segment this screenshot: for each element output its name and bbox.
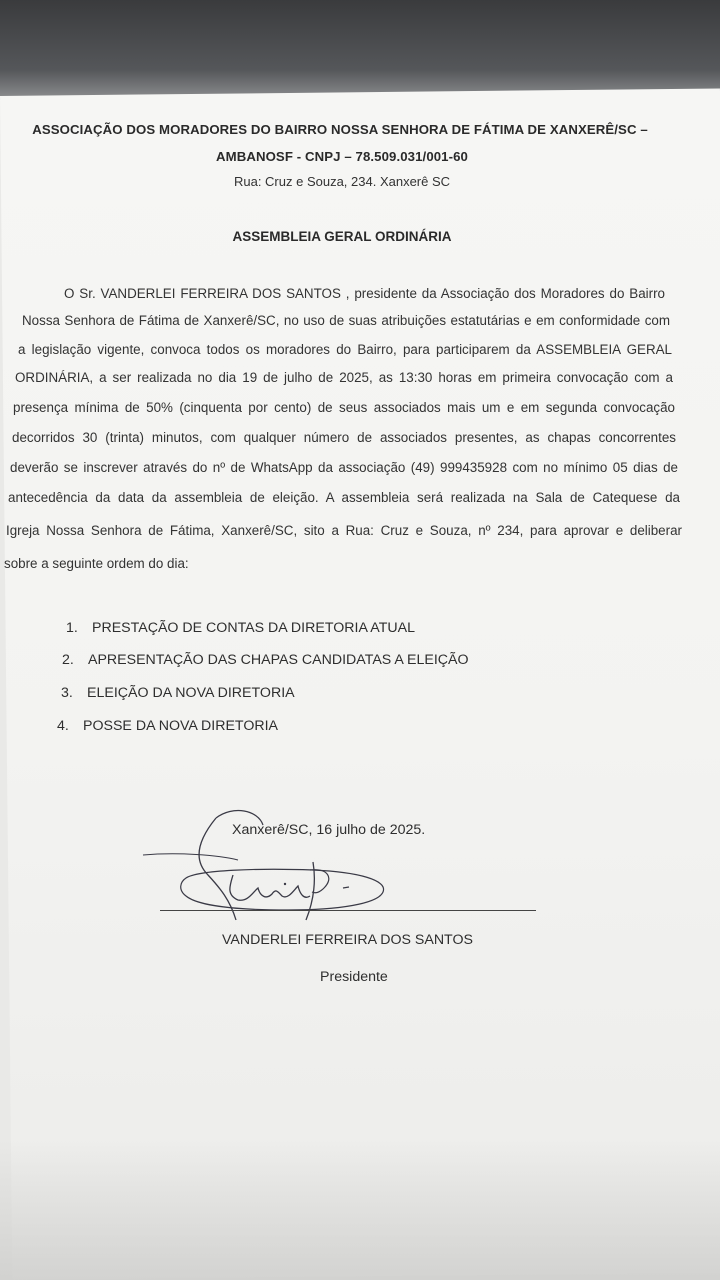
body-line: O Sr. VANDERLEI FERREIRA DOS SANTOS , presidente da Associação dos Moradores do Bairro (64, 286, 665, 301)
agenda-item: 1. PRESTAÇÃO DE CONTAS DA DIRETORIA ATUAL (66, 620, 415, 636)
signer-role: Presidente (320, 969, 388, 985)
body-line: antecedência da data da assembleia de eleição. A assembleia será realizada na Sala de Catequese da (8, 490, 680, 505)
body-line: presença mínima de 50% (cinquenta por cento) de seus associados mais um e em segunda convocação (13, 400, 675, 415)
place-and-date: Xanxerê/SC, 16 julho de 2025. (232, 822, 426, 838)
association-name: ASSOCIAÇÃO DOS MORADORES DO BAIRRO NOSSA SENHORA DE FÁTIMA DE XANXERÊ/SC – (32, 122, 648, 137)
document-title: ASSEMBLEIA GERAL ORDINÁRIA (232, 229, 452, 244)
agenda-item: 4. POSSE DA NOVA DIRETORIA (57, 718, 278, 734)
signature-line (160, 910, 536, 911)
signer-name: VANDERLEI FERREIRA DOS SANTOS (222, 932, 473, 948)
body-line: ORDINÁRIA, a ser realizada no dia 19 de julho de 2025, as 13:30 horas em primeira convocação com a (15, 370, 673, 385)
paper-shadow (0, 1140, 720, 1280)
body-line: deverão se inscrever através do nº de WhatsApp da associação (49) 999435928 com no mínimo 05 dias de (10, 460, 678, 475)
association-cnpj: AMBANOSF - CNPJ – 78.509.031/001-60 (216, 149, 468, 164)
agenda-item: 3. ELEIÇÃO DA NOVA DIRETORIA (61, 685, 295, 701)
body-line: Igreja Nossa Senhora de Fátima, Xanxerê/SC, sito a Rua: Cruz e Souza, nº 234, para aprovar e deliberar (6, 523, 682, 538)
body-line: a legislação vigente, convoca todos os moradores do Bairro, para participarem da ASSEMBLEIA GERAL (18, 342, 672, 357)
body-line: sobre a seguinte ordem do dia: (4, 556, 189, 571)
body-line: Nossa Senhora de Fátima de Xanxerê/SC, no uso de suas atribuições estatutárias e em conformidade com (22, 313, 670, 328)
body-line: decorridos 30 (trinta) minutos, com qualquer número de associados presentes, as chapas concorrentes (12, 430, 676, 445)
agenda-item: 2. APRESENTAÇÃO DAS CHAPAS CANDIDATAS A ELEIÇÃO (62, 652, 469, 668)
association-address: Rua: Cruz e Souza, 234. Xanxerê SC (233, 174, 451, 189)
photo-background (0, 0, 720, 100)
